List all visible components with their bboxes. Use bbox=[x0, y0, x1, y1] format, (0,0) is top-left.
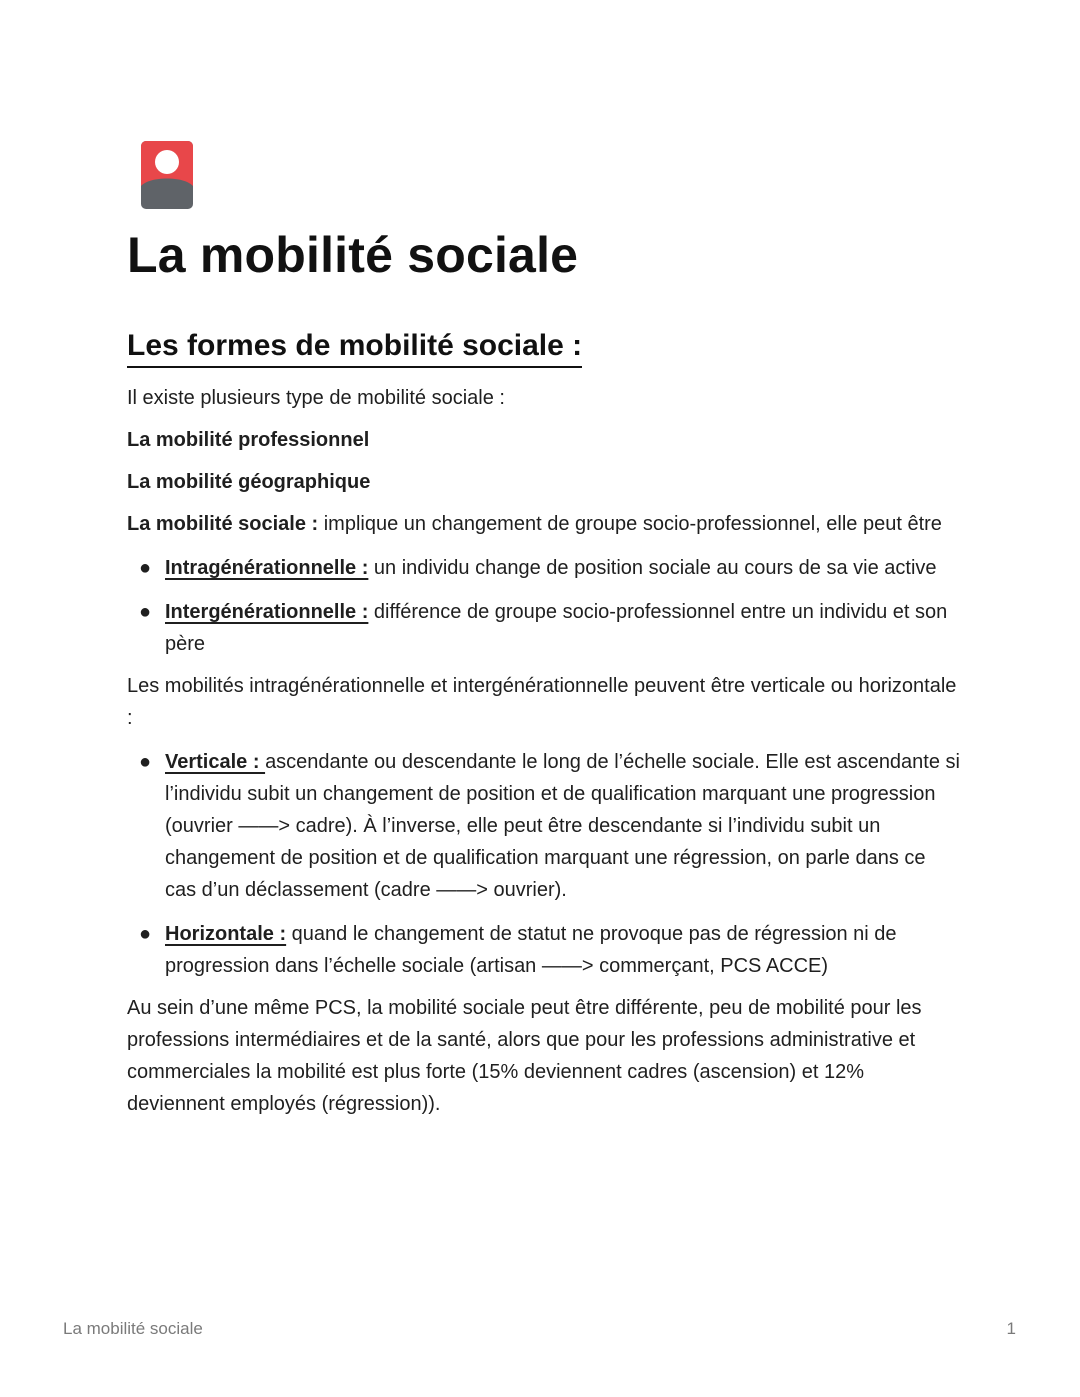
bullet-icon: ● bbox=[139, 923, 152, 945]
id-card-icon bbox=[140, 140, 194, 210]
bullet-icon: ● bbox=[139, 601, 152, 623]
list-item-text: quand le changement de statut ne provoque pas de régression ni de progression dans l’échelle sociale (artisan ——> commerçant, PCS ACCE) bbox=[165, 923, 897, 977]
list-item-text: un individu change de position sociale au cours de sa vie active bbox=[368, 557, 937, 579]
generational-list bbox=[127, 552, 962, 660]
bullet-icon: ● bbox=[139, 557, 152, 579]
document-body bbox=[127, 328, 962, 1120]
list-item bbox=[127, 746, 962, 906]
social-mobility-term: La mobilité sociale : bbox=[127, 513, 319, 535]
list-item-term: Horizontale : bbox=[165, 923, 287, 945]
directions-intro: Les mobilités intragénérationnelle et intergénérationnelle peuvent être verticale ou horizontale : bbox=[127, 675, 957, 729]
list-item bbox=[127, 596, 962, 660]
footer-title: La mobilité sociale bbox=[63, 1319, 203, 1338]
bullet-icon: ● bbox=[139, 751, 152, 773]
conclusion-text: Au sein d’une même PCS, la mobilité sociale peut être différente, peu de mobilité pour les professions intermédiaires et de la santé, alors que pour les professions administrative et commerciales la mobilité est plus forte (15% deviennent cadres (ascension) et 12% deviennent employés (régression)). bbox=[127, 997, 922, 1115]
section-heading: Les formes de mobilité sociale : bbox=[127, 328, 582, 368]
list-item-term: Intragénérationnelle : bbox=[165, 557, 369, 579]
type-geographic: La mobilité géographique bbox=[127, 471, 371, 493]
social-mobility-definition bbox=[127, 508, 962, 540]
page-title: La mobilité sociale bbox=[127, 227, 579, 283]
type-professional: La mobilité professionnel bbox=[127, 429, 370, 451]
list-item-text: différence de groupe socio-professionnel entre un individu et son père bbox=[165, 601, 948, 655]
list-item-term: Intergénérationnelle : bbox=[165, 601, 369, 623]
list-item bbox=[127, 918, 962, 982]
list-item-term: Verticale : bbox=[165, 751, 266, 773]
page-number: 1 bbox=[1006, 1319, 1016, 1338]
social-mobility-text: implique un changement de groupe socio-professionnel, elle peut être bbox=[318, 513, 942, 535]
directions-list bbox=[127, 746, 962, 982]
list-item bbox=[127, 552, 962, 584]
intro-text: Il existe plusieurs type de mobilité sociale : bbox=[127, 387, 505, 409]
list-item-text: ascendante ou descendante le long de l’échelle sociale. Elle est ascendante si l’individu subit un changement de position et de qualification marquant une progression (ouvrier ——> cadre). À l’inverse, elle peut être descendante si l’individu subit un changement de position et de qualification marquant une régression, on parle dans ce cas d’un déclassement (cadre ——> ouvrier). bbox=[165, 751, 960, 901]
